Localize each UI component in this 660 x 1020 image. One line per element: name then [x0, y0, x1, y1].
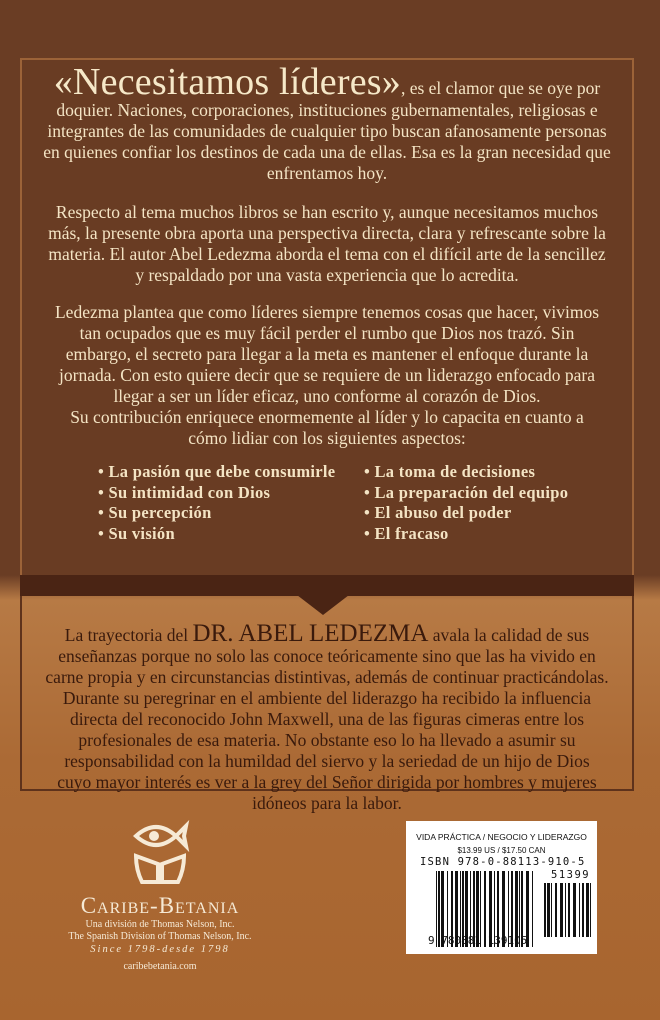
- paragraph-2: [22, 202, 632, 286]
- barcode-bar: [568, 883, 570, 937]
- headline-tail: , es el clamor que se oye por: [400, 78, 601, 98]
- barcode-bar: [532, 871, 533, 947]
- barcode-bar: [551, 883, 552, 937]
- bullet-item: • El fracaso: [364, 523, 449, 543]
- publisher-website: caribebetania.com: [123, 961, 197, 972]
- barcode-bar: [565, 883, 566, 937]
- headline-line: [22, 61, 632, 103]
- bullet-item: • La pasión que debe consumirle: [98, 462, 336, 481]
- text-line: Ledezma plantea que como líderes siempre tenemos cosas que hacer, vivimos: [54, 302, 600, 322]
- category: VIDA PRÁCTICA / NEGOCIO Y LIDERAZGO: [416, 832, 587, 842]
- price: $13.99 US / $17.50 CAN: [457, 846, 546, 855]
- publisher-logo: [55, 820, 265, 972]
- text-line: cómo lidiar con los siguientes aspectos:: [188, 428, 466, 448]
- since-text: Since 1798-desde 1798: [90, 944, 230, 955]
- headline: «Necesitamos líderes»: [53, 61, 401, 103]
- text-line: carne propia y en circunstancias distintivas, además de continuar practicándolas.: [45, 667, 609, 687]
- bullet-item: • Su visión: [98, 523, 175, 543]
- text-line: materia. El autor Abel Ledezma aborda el tema con el difícil arte de la sencillez: [48, 244, 606, 264]
- bullet-item: • La preparación del equipo: [364, 482, 569, 502]
- author-intro: [22, 622, 632, 646]
- text-line: cuyo mayor interés es ver a la grey del Señor dirigida por hombres y mujeres: [57, 772, 597, 792]
- barcode-bar: [590, 883, 591, 937]
- text-line: enseñanzas porque no solo las conoce teóricamente sino que las ha vivido en: [58, 646, 596, 666]
- text-line: enfrentamos hoy.: [266, 163, 388, 183]
- author-panel: [20, 596, 634, 813]
- addon-code: 51399: [551, 869, 591, 881]
- ean-digits: 9 780881 139105: [428, 934, 528, 947]
- barcode-bar: [555, 883, 557, 937]
- paragraph-1: [22, 100, 632, 184]
- publisher-name: Caribe-Betania: [80, 893, 240, 918]
- text-line: idóneos para la labor.: [252, 793, 402, 813]
- text-line: embargo, el secreto para llegar a la meta es mantener el enfoque durante la: [65, 344, 589, 364]
- text-line: llegar a ser un líder eficaz, uno conforme al corazón de Dios.: [113, 386, 541, 406]
- text-line: integrantes de las comunidades de cualquier tipo buscan afanosamente personas: [47, 121, 607, 141]
- author-name: DR. ABEL LEDEZMA: [192, 620, 429, 647]
- barcode-bar: [579, 883, 580, 937]
- fish-butterfly-logo-icon: [130, 820, 190, 886]
- bullet-list-right: [364, 462, 568, 544]
- text-line: directa del reconocido John Maxwell, una de las figuras cimeras entre los: [69, 709, 585, 729]
- barcode-addon: [544, 883, 594, 937]
- bullet-item: • El abuso del poder: [364, 503, 512, 522]
- barcode-bar: [586, 883, 589, 937]
- bullet-item: • Su percepción: [98, 503, 212, 522]
- author-intro-text: La trayectoria del: [64, 625, 193, 645]
- barcode-bar: [573, 883, 576, 937]
- text-line: profesionales de esa materia. No obstante eso lo ha llevado a asumir su: [78, 730, 576, 750]
- bullet-list-left: [98, 462, 335, 544]
- bullet-item: • Su intimidad con Dios: [98, 482, 271, 502]
- bullet-item: • La toma de decisiones: [364, 462, 536, 481]
- text-line: doquier. Naciones, corporaciones, instituciones gubernamentales, religiosas e: [56, 100, 598, 120]
- text-line: Respecto al tema muchos libros se han escrito y, aunque necesitamos muchos: [55, 202, 599, 222]
- divider-band: [20, 575, 634, 596]
- text-line: responsabilidad con la humildad del siervo y la seriedad de un hijo de Dios: [64, 751, 590, 771]
- text-line: Durante su peregrinar en el ambiente del liderazgo ha recibido la influencia: [62, 688, 592, 708]
- author-bio: [22, 646, 632, 814]
- text-line: Su contribución enriquece enormemente al líder y lo capacita en cuanto a: [70, 407, 584, 427]
- barcode-bar: [544, 883, 546, 937]
- paragraph-3: [22, 302, 632, 449]
- text-line: en quienes confiar los destinos de cada una de ellas. Esa es la gran necesidad que: [43, 142, 611, 162]
- division-es: Una división de Thomas Nelson, Inc.: [85, 919, 235, 930]
- division-en: The Spanish Division of Thomas Nelson, Inc.: [68, 931, 252, 942]
- isbn: ISBN 978-0-88113-910-5: [420, 856, 586, 868]
- text-line: jornada. Con esto quiere decir que se requiere de un liderazgo enfocado para: [59, 365, 595, 385]
- barcode-label: [406, 821, 597, 954]
- text-line: y respaldado por una vasta experiencia que lo acredita.: [135, 265, 519, 285]
- text-line: tan ocupados que es muy fácil perder el rumbo que Dios nos trazó. Sin: [79, 323, 575, 343]
- barcode-bar: [547, 883, 550, 937]
- author-intro-tail: avala la calidad de sus: [428, 625, 590, 645]
- barcode-bar: [582, 883, 584, 937]
- text-line: más, la presente obra aporta una perspectiva directa, clara y refrescante sobre la: [48, 223, 606, 243]
- barcode-bar: [560, 883, 563, 937]
